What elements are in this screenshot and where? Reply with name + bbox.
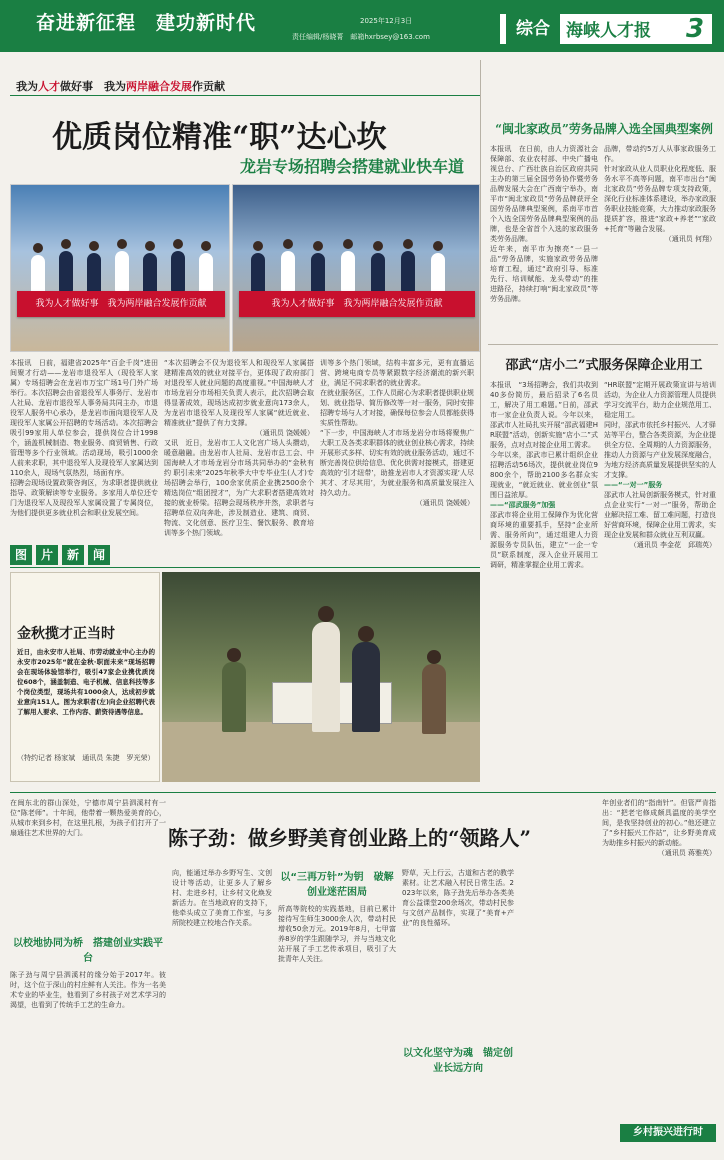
- right-top-col2: 品牌，带动约5万人从事家政服务工作。 针对家政从业人员职业化程度低、服务水平不高等问题，南平市出台“闽北家政员”劳务品牌专项支持政策，深化行业标准体系建设，举办家政服务职业技能竞赛，大力推动家政服务提质扩容，推进“家政+养老”“家政+托育”等融合发展。 （通讯员 何翔）: [604, 145, 716, 243]
- vertical-rule: [480, 60, 481, 540]
- masthead-slogan: 奋进新征程 建功新时代: [36, 12, 257, 34]
- subhead-1: 以校地协同为桥 搭建创业实践平台: [13, 938, 163, 964]
- right-mid-col2: “HR联盟”定期开展政策宣讲与培训活动，为企业人力资源管理人员提供学习交流平台，助力企业规范用工、稳定用工。 同时，邵武市依托乡村振兴、人才驿站等平台，整合各类资源，为企业提供全方位、全周期的人力资源服务，推动人力资源与产业发展深度融合，为地方经济高质量发展提供坚实的人才支撑。 ——“一对一”服务 邵武市人社局创新服务模式，针对重点企业实行“一对一”服务，帮助企业解决招工难、留工难问题，打造良好营商环境，保障企业用工需求，实现企业发展和群众就业互利双赢。 （通讯员 李金花 邱瑞英）: [604, 381, 716, 549]
- editor-line: 责任编辑/杨晓菁 邮箱hxrbsey@163.com: [292, 33, 430, 41]
- lead-photo-right: [232, 184, 480, 352]
- right-top-headline: “闽北家政员”劳务品牌入选全国典型案例: [495, 122, 713, 136]
- lead-col3: 训等多个热门领域，结构丰富多元，更有直播运营、跨境电商专员等紧跟数字经济潮流的新兴职业，满足不同求职者的就业需求。 在就业服务区，工作人员耐心为求职者提供职业规划、就业指导、简历修改等一对一服务，同时安排招聘专场与人才对接，确保每位参会人员都能获得实质性帮助。 “下一步，中国海峡人才市场龙岩分市场将聚焦广大职工及各类求职群体的就业创业核心需求，持续开展形式多样、切实有效的就业服务活动，通过不断完善岗位供给信息、优化供需对接模式，搭建更高效的‘引才纽带’，助推龙岩市人才资源实现‘人尽其才、才尽其用’，为就业服务和高质量发展注入持久动力。 （通讯员 饶媛媛）: [320, 359, 474, 507]
- masthead: [0, 0, 724, 52]
- column-tag: 我为人才做好事 我为两岸融合发展作贡献: [16, 80, 225, 93]
- photo-news-caption-box: [10, 572, 160, 782]
- lead-subhead: 龙岩专场招聘会搭建就业快车道: [240, 157, 465, 176]
- issue-date: 2025年12月3日: [360, 17, 413, 25]
- subhead-3: 以文化坚守为魂 锚定创业长远方向: [403, 1048, 513, 1074]
- column-rule: [10, 95, 480, 96]
- bottom-col4: 野草，天上行云，古道和古老的教学素材。让艺术融入村民日常生活。2023年以来，陈子劲先后举办各类美育公益课堂200余场次，带动村民参与文创产品制作，实现了“美育+产业”的良性循环。 以文化坚守为魂 锚定创业长远方向: [402, 869, 514, 1074]
- lead-col1: 本报讯 日前，福建省2025年“百企千岗”进田间聚才行动——龙岩市退役军人（现役军人家属）专场招聘会在龙岩市万宝广场1号门外广场举行。本次招聘会由省退役军人事务厅、龙岩市人社局、龙岩市退役军人事务局共同主办，市退役军人服务中心承办，是龙岩市面向退役军人及现役军人家属公开招聘的专场活动。本次招聘会吸引99家用人单位参会，提供岗位合计1998个，涵盖机械制造、物业服务、商贸销售、行政管理等多个行业领域。活动现场，吸引1000余人前来求职，其中退役军人及现役军人家属达到110余人，现场气氛热烈，场面有序。 招聘会现场设置政策咨询区，为求职者提供就业指导、政策解读等专业服务。多家用人单位还专门为退役军人及现役军人家属设置了专属岗位，为他们提供更多就业机会和职业发展空间。: [10, 359, 158, 517]
- photo-news-label: 图 片 新 闻: [10, 544, 158, 564]
- photo-banner-left: 我为人才做好事 我为两岸融合发展作贡献: [17, 291, 225, 317]
- bottom-col3: 以“三再万针”为钥 破解创业迷茫困局 所高等院校的实践基地，目前已累计接待写生师生3000余人次，带动村民增收50余万元。2019年8月，七甲富养8岁的学生跟随学习，并与当地文化站开展了手工艺传承项目，吸引了大批青年人关注。: [278, 868, 396, 1142]
- lead-photo-left: [10, 184, 230, 352]
- lead-col2: “本次招聘会不仅为退役军人和现役军人家属搭建精准高效的就业对接平台，更体现了政府部门对退役军人就业问题的高度重视。”中国海峡人才市场龙岩分市场相关负责人表示，此次招聘会取得显著成效，现场达成初步就业意向173余人，为龙岩市退役军人及现役军人家属“就近就业、精准就业”提供了有力支撑。 （通讯员 饶媛媛） 又讯 近日，龙岩市工人文化宫广场人头攒动，暖意融融。由龙岩市人社局、龙岩市总工会、中国海峡人才市场龙岩分市场共同举办的“金秋有约 职引未来”2025年秋季大中专毕业生(人才)专场招聘会举行，100余家优质企业携2500余个精选岗位“组团授才”，为广大求职者搭建高效对接的就业桥梁。招聘会现场秩序井然，求职者与招聘单位双向奔赴，涉及制造业、建筑、商贸、物流、文化创意、医疗卫生、餐饮服务、教育培训等多个热门领域。: [164, 359, 315, 537]
- right-mid-col1: 本报讯 “3场招聘会，我们共收到40多份简历，最后招录了6名员工，解决了用工难题。”日前，邵武市一家企业负责人说。今年以来，邵武市人社局扎实开展“邵武福建HR联盟”活动，创新实施“店小二”式服务，点对点对接企业用工需求。 今年以来，邵武市已累计组织企业招聘活动56场次，提供就业岗位9800余个，帮助2100多名群众实现就业，“就近就业、就业创业”氛围日益浓厚。 ——“邵武服务”加强 邵武市将企业用工保障作为优化营商环境的重要抓手，坚持“企业所需、服务所向”，通过组建人力资源服务专员队伍，建立“一企一专员”联系制度，深入企业开展用工调研，精准掌握企业用工需求。: [490, 381, 598, 569]
- photo-news-rule: [10, 567, 480, 568]
- right-rule: [488, 344, 718, 345]
- paper-name: 海峡人才报: [566, 21, 651, 41]
- page-number: 3: [686, 14, 705, 44]
- photo-news-title: 金秋揽才正当时: [17, 626, 115, 642]
- bottom-col2: 向，能通过举办乡野写生、文创设计等活动，让更多人了解乡村、走进乡村，让乡村文化焕发新活力。在当地政府的支持下，他牵头成立了美育工作室，与多所院校建立校地合作关系。: [172, 869, 272, 927]
- subhead-2: 以“三再万针”为钥 破解创业迷茫困局: [280, 872, 394, 898]
- right-mid-headline: 邵武“店小二”式服务保障企业用工: [505, 358, 703, 373]
- photo-news-byline: （特约记者 杨家斌 通讯员 朱捷 罗光荣）: [17, 754, 155, 762]
- bottom-col1: 在闽东北的群山深处，宁德市周宁县泗溪村有一位“陈老师”。十年间，他带着一颗热爱美育的心，从城市来到乡村，在这里扎根，为孩子们打开了一扇通往艺术世界的大门。 以校地协同为桥 搭建创业实践平台 陈子劲与周宁县泗溪村的缘分始于2017年。彼时，这个位于深山的村庄鲜有人关注。作为一名美术专业的毕业生，他看到了乡村孩子对艺术学习的渴望，也看到了传统手工艺的生命力。: [10, 799, 166, 1009]
- photo-news-caption: 近日，由永安市人社局、市劳动就业中心主办的永安市2025年“就在金秋·职面未来”现场招聘会在现场体验馆举行，吸引47家企业携优质岗位608个，涵盖制造、电子机械、信息科技等多个岗位类型，现场共有1000余人，达成初步就业意向151人。图为求职者(左)向企业招聘代表了解用人要求、工作内容、薪资待遇等信息。: [17, 648, 155, 716]
- bottom-rule: [10, 792, 716, 793]
- right-top-col1: 本报讯 在日前，由人力资源社会保障部、农业农村部、中央广播电视总台、广西壮族自治区政府共同主办的第三届全国劳务协作暨劳务品牌发展大会在广西南宁举办，南平市“闽北家政员”劳务品牌获评全国劳务品牌典型案例，系南平市首个入选全国劳务品牌典型案例的品牌，也是全省首个入选的家政服务类劳务品牌。 近年来，南平市为擦亮“一县一品”劳务品牌，实施家政劳务品牌培育工程，通过“政府引导、标准先行、培训赋能、龙头带动”的推进路径，持续打响“闽北家政员”等劳务品牌。: [490, 145, 598, 303]
- lead-headline: 优质岗位精准“职”达心坎: [52, 120, 387, 155]
- photo-banner-right: 我为人才做好事 我为两岸融合发展作贡献: [239, 291, 475, 317]
- section-label: 综合: [506, 14, 560, 44]
- bottom-headline: 陈子劲：做乡野美育创业路上的“领路人”: [168, 826, 532, 850]
- photo-news-image: [162, 572, 480, 782]
- bottom-col5: 年创业者们的“指南针”。但管严肯指出：“把老宅修成颇具温度的美学空间，是我坚持创业的初心。”他还建立了“乡村振兴工作站”，让乡野美育成为助推乡村振兴的新动能。 （通讯员 蒋雅英）: [602, 799, 716, 857]
- rural-revitalization-badge: 乡村振兴进行时: [620, 1124, 716, 1142]
